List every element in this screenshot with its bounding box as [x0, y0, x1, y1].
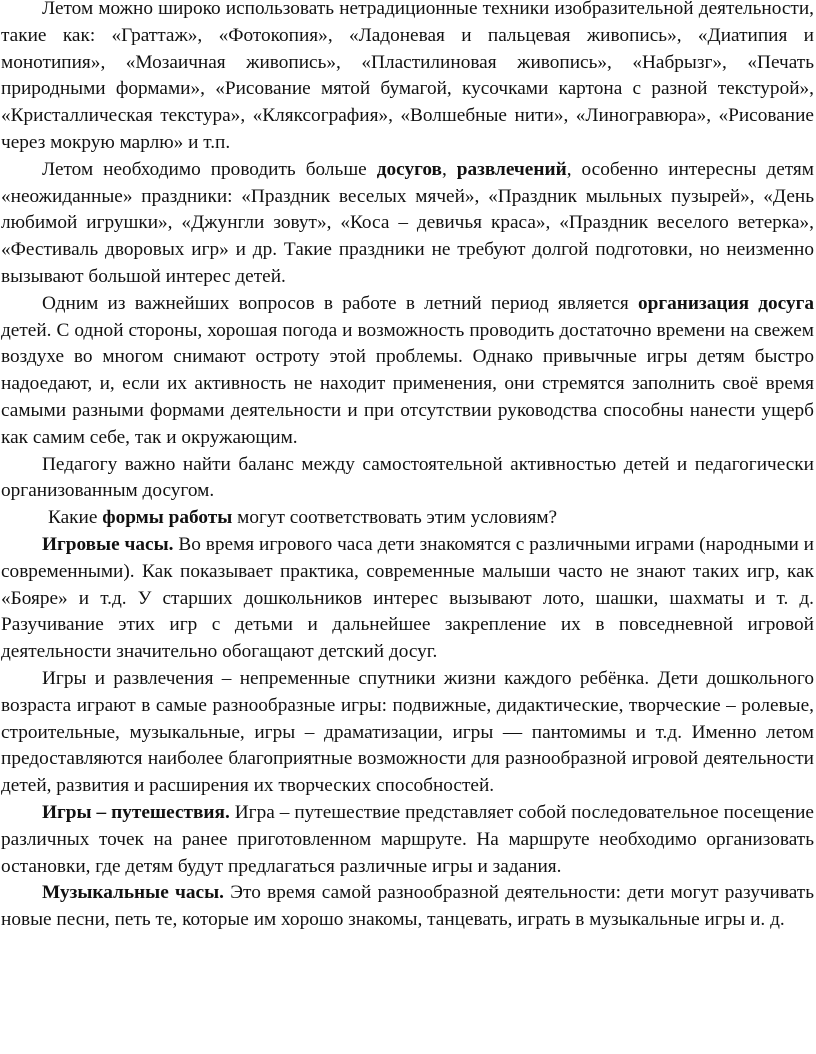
paragraph-games-entertainment [1, 666, 814, 800]
paragraph-text: , особенно интересны детям «неожиданные» праздники: «Праздник веселых мячей», «Праздник мыльных пузырей», «День любимой игрушки», «Джунгли зовут», «Коса – девичья краса», «Праздник веселого ветерка», «Фестиваль дворовых игр» и др. Такие праздники не требуют долгой подготовки, но неизменно вызывают большой интерес детей. [1, 158, 814, 287]
paragraph-text: Во время игрового часа дети знакомятся с различными играми (народными и современными). Как показывает практика, современные малыши часто не знают таких игр, как «Бояре» и т.д. У старших дошкольников интерес вызывают лото, шашки, шахматы и т. д. Разучивание этих игр с детьми и дальнейшее закрепление их в повседневной игровой деятельности значительно обогащают детский досуг. [1, 533, 814, 663]
paragraph-music-hours [1, 880, 814, 934]
paragraph-text: Это время самой разнообразной деятельности: дети могут разучивать новые песни, петь те, которые им хорошо знакомы, танцевать, играть в музыкальные игры и. д. [1, 882, 814, 931]
paragraph-text: могут соответствовать этим условиям? [232, 507, 558, 529]
paragraph-text: Летом необходимо проводить больше [42, 158, 377, 180]
paragraph-text: Игра – путешествие представляет собой последовательное посещение различных точек на ранее приготовленном маршруте. На маршруте необходимо организовать остановки, где детям будут предлагаться различные игры и задания. [1, 801, 814, 877]
bold-term: развлечений [456, 158, 567, 180]
bold-heading: Игровые часы. [42, 533, 174, 555]
paragraph-leisure-organization [1, 291, 814, 452]
paragraph-text: Игры и развлечения – непременные спутники жизни каждого ребёнка. Дети дошкольного возраста играют в самые разнообразные игры: подвижные, дидактические, творческие – ролевые, строительные, музыкальные, игры – драматизации, игры — пантомимы и т.д. Именно летом предоставляются наиболее благоприятные возможности для разнообразной игровой деятельности детей, развития и расширения их творческих способностей. [1, 667, 814, 797]
paragraph-text: Какие [48, 507, 103, 529]
bold-term: формы работы [102, 507, 233, 529]
paragraph-text: Летом можно широко использовать нетрадиционные техники изобразительной деятельности, такие как: «Граттаж», «Фотокопия», «Ладоневая и пальцевая живопись», «Диатипия и монотипия», «Мозаичная живопись», «Пластилиновая живопись», «Набрызг», «Печать природными формами», «Рисование мятой бумагой, кусочками картона с разной текстурой», «Кристаллическая текстура», «Кляксография», «Волшебные нити», «Линогравюра», «Рисование через мокрую марлю» и т.п. [1, 0, 814, 153]
bold-heading: Игры – путешествия. [42, 801, 230, 823]
paragraph-text: Педагогу важно найти баланс между самостоятельной активностью детей и педагогически организованным досугом. [1, 453, 814, 502]
paragraph-game-hours [1, 532, 814, 666]
paragraph-leisure-holidays [1, 157, 814, 291]
bold-term: организация досуга [638, 292, 814, 314]
bold-heading: Музыкальные часы. [42, 882, 224, 904]
paragraph-text: , [441, 158, 457, 180]
paragraph-text: Одним из важнейших вопросов в работе в летний период является [42, 292, 639, 314]
paragraph-teacher-balance [1, 452, 814, 506]
paragraph-travel-games [1, 800, 814, 880]
paragraph-text: детей. С одной стороны, хорошая погода и возможность проводить достаточно времени на свежем воздухе во многом снимают остроту этой проблемы. Однако привычные игры детям быстро надоедают, и, если их активность не находит применения, они стремятся заполнить своё время самыми разными формами деятельности и при отсутствии руководства способны нанести ущерб как самим себе, так и окружающим. [1, 319, 814, 448]
paragraph-art-techniques [1, 0, 814, 157]
bold-term: досугов [376, 158, 442, 180]
paragraph-work-forms-question [1, 505, 814, 532]
